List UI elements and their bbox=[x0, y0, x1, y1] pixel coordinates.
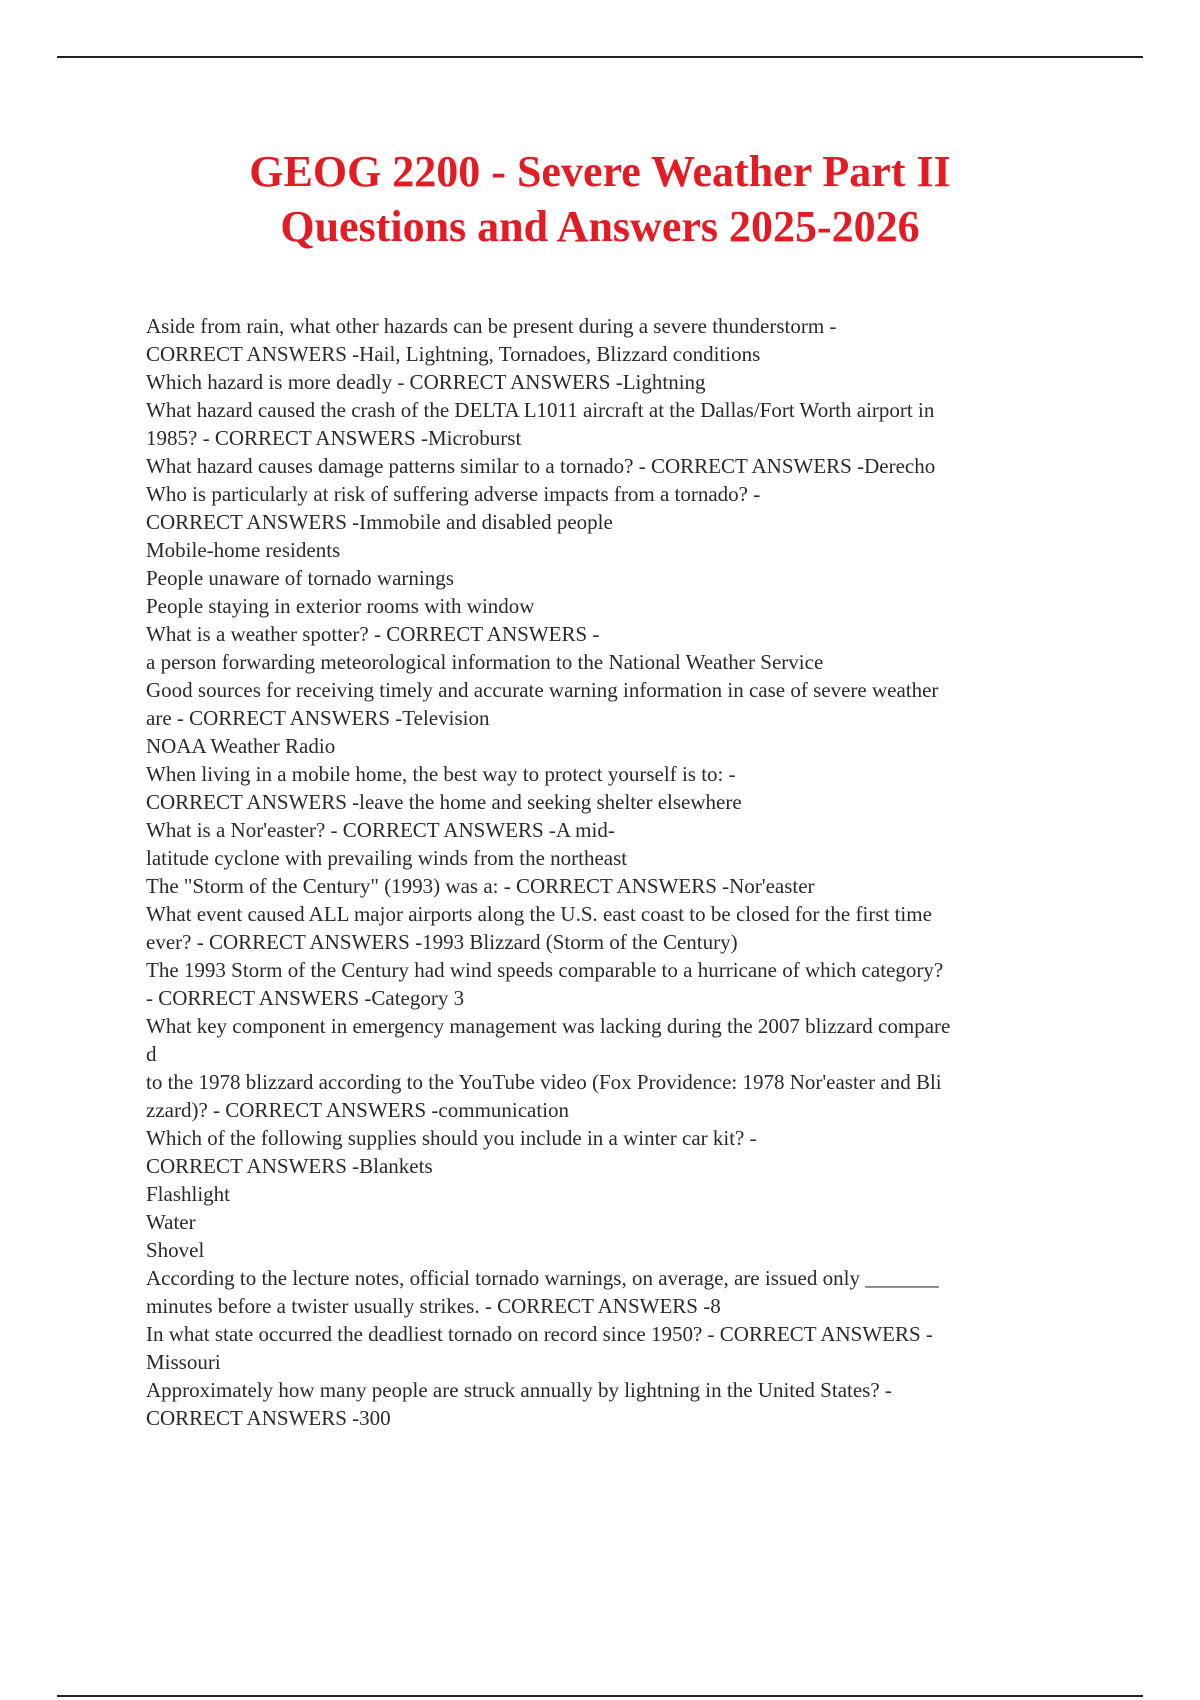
qa-line: Which of the following supplies should you include in a winter car kit? - bbox=[146, 1126, 757, 1150]
qa-line: CORRECT ANSWERS -leave the home and seeking shelter elsewhere bbox=[146, 790, 742, 814]
qa-line: People unaware of tornado warnings bbox=[146, 566, 454, 590]
title-line-2: Questions and Answers 2025-2026 bbox=[280, 202, 920, 251]
qa-line: Good sources for receiving timely and accurate warning information in case of severe weather bbox=[146, 678, 939, 702]
qa-line: d bbox=[146, 1042, 157, 1066]
qa-line: What is a Nor'easter? - CORRECT ANSWERS -A mid- bbox=[146, 818, 615, 842]
header-rule bbox=[57, 56, 1143, 58]
qa-line: zzard)? - CORRECT ANSWERS -communication bbox=[146, 1098, 570, 1122]
qa-line: Shovel bbox=[146, 1238, 205, 1262]
qa-line: Who is particularly at risk of suffering adverse impacts from a tornado? - bbox=[146, 482, 761, 506]
qa-content bbox=[146, 312, 1096, 1432]
qa-line: minutes before a twister usually strikes. - CORRECT ANSWERS -8 bbox=[146, 1294, 721, 1318]
qa-line: Mobile-home residents bbox=[146, 538, 341, 562]
qa-line: Water bbox=[146, 1210, 196, 1234]
qa-line: What event caused ALL major airports along the U.S. east coast to be closed for the first time bbox=[146, 902, 932, 926]
qa-line: CORRECT ANSWERS -Hail, Lightning, Tornadoes, Blizzard conditions bbox=[146, 342, 761, 366]
qa-line: The 1993 Storm of the Century had wind speeds comparable to a hurricane of which category? bbox=[146, 958, 944, 982]
qa-line: a person forwarding meteorological information to the National Weather Service bbox=[146, 650, 824, 674]
qa-line: are - CORRECT ANSWERS -Television bbox=[146, 706, 490, 730]
qa-line: ever? - CORRECT ANSWERS -1993 Blizzard (Storm of the Century) bbox=[146, 930, 738, 954]
qa-line: What is a weather spotter? - CORRECT ANSWERS - bbox=[146, 622, 600, 646]
qa-line: What hazard caused the crash of the DELTA L1011 aircraft at the Dallas/Fort Worth airport in bbox=[146, 398, 935, 422]
qa-line: Flashlight bbox=[146, 1182, 231, 1206]
qa-line: - CORRECT ANSWERS -Category 3 bbox=[146, 986, 465, 1010]
footer-rule bbox=[57, 1695, 1143, 1697]
qa-line: Which hazard is more deadly - CORRECT ANSWERS -Lightning bbox=[146, 370, 706, 394]
title-line-1: GEOG 2200 - Severe Weather Part II bbox=[249, 147, 951, 196]
qa-line: Approximately how many people are struck annually by lightning in the United States? - bbox=[146, 1378, 892, 1402]
qa-line: In what state occurred the deadliest tornado on record since 1950? - CORRECT ANSWERS - bbox=[146, 1322, 933, 1346]
qa-line: What key component in emergency management was lacking during the 2007 blizzard compare bbox=[146, 1014, 951, 1038]
qa-line: latitude cyclone with prevailing winds from the northeast bbox=[146, 846, 628, 870]
qa-line: What hazard causes damage patterns similar to a tornado? - CORRECT ANSWERS -Derecho bbox=[146, 454, 936, 478]
qa-line: 1985? - CORRECT ANSWERS -Microburst bbox=[146, 426, 522, 450]
qa-line: NOAA Weather Radio bbox=[146, 734, 336, 758]
qa-line: The "Storm of the Century" (1993) was a: - CORRECT ANSWERS -Nor'easter bbox=[146, 874, 815, 898]
qa-line: Missouri bbox=[146, 1350, 221, 1374]
qa-line: When living in a mobile home, the best way to protect yourself is to: - bbox=[146, 762, 736, 786]
qa-line: CORRECT ANSWERS -Immobile and disabled people bbox=[146, 510, 613, 534]
qa-line: CORRECT ANSWERS -Blankets bbox=[146, 1154, 433, 1178]
document-title bbox=[60, 144, 1140, 254]
qa-line: According to the lecture notes, official tornado warnings, on average, are issued only _______ bbox=[146, 1266, 939, 1290]
qa-line: to the 1978 blizzard according to the YouTube video (Fox Providence: 1978 Nor'easter and Bli bbox=[146, 1070, 942, 1094]
qa-line: CORRECT ANSWERS -300 bbox=[146, 1406, 391, 1430]
qa-line: Aside from rain, what other hazards can be present during a severe thunderstorm - bbox=[146, 314, 837, 338]
qa-line: People staying in exterior rooms with window bbox=[146, 594, 535, 618]
